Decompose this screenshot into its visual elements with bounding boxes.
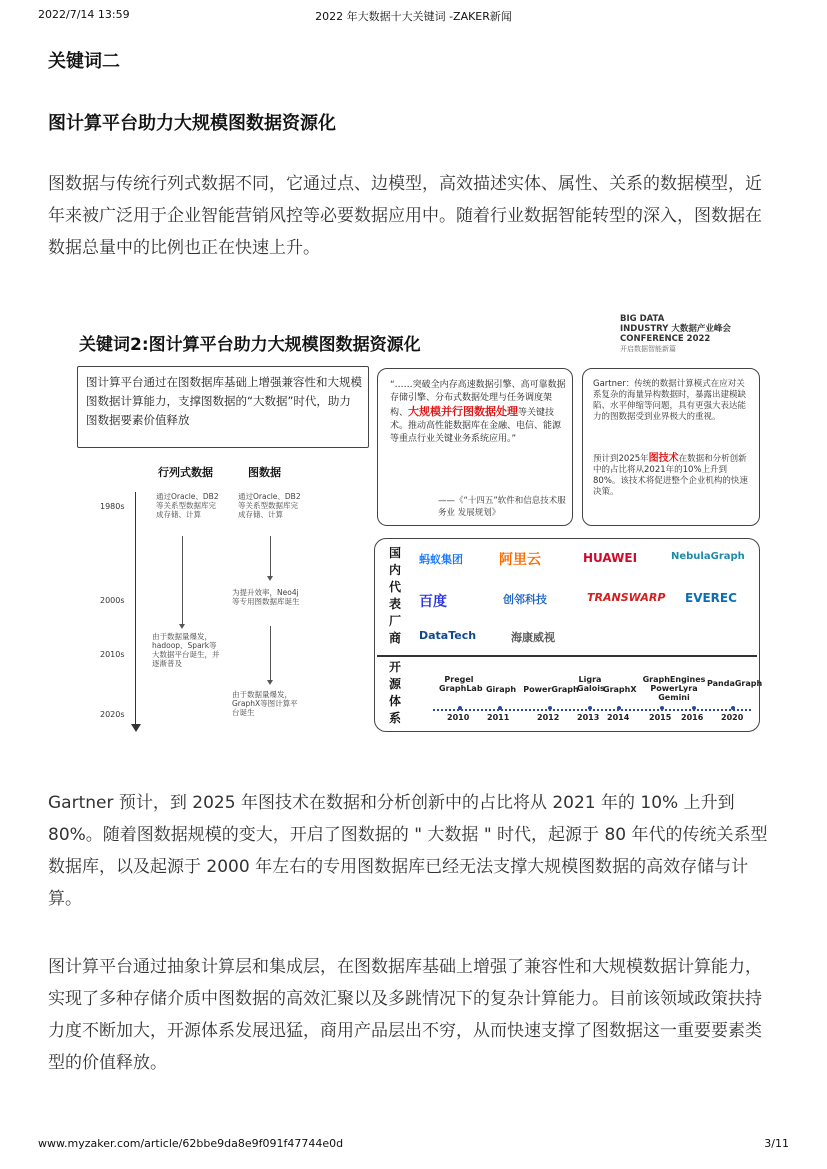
divider <box>377 655 757 657</box>
connector-arrow-icon <box>267 680 273 685</box>
open-source-timeline <box>433 709 751 711</box>
timeline-product: PowerGraph <box>523 685 579 694</box>
timeline-product: Ligra Galois <box>577 675 605 693</box>
timeline-product: Pregel GraphLab <box>439 675 483 693</box>
print-url: www.myzaker.com/article/62bbe9da8e9f091f47744e0d <box>38 1137 344 1150</box>
conference-logo <box>620 314 731 354</box>
logo-line-3: CONFERENCE 2022 <box>620 334 711 344</box>
gartner-highlight: 图技术 <box>648 453 679 464</box>
timeline-year: 2010 <box>447 713 470 722</box>
logo-line-1: BIG DATA <box>620 314 665 324</box>
vendor-logo: 海康威视 <box>511 631 555 644</box>
section-subheading: 图计算平台助力大规模图数据资源化 <box>48 113 336 134</box>
era-label: 2010s <box>100 650 125 659</box>
timeline-product: GraphX <box>603 685 637 694</box>
open-source-label: 开源体系 <box>385 659 405 727</box>
vendors-label: 国内代表厂商 <box>385 545 405 647</box>
gartner-post: 在数据和分析创新中的占比将从2021年的10%上升到80%。该技术将促进整个企业机构的快速决策。 <box>593 454 748 497</box>
vendor-logo: TRANSWARP <box>587 591 666 604</box>
timeline-dot <box>660 706 664 710</box>
era-label: 1980s <box>100 502 125 511</box>
timeline-dot <box>458 706 462 710</box>
timeline-dot <box>731 706 735 710</box>
timeline-dot <box>498 706 502 710</box>
gartner-box <box>582 368 760 526</box>
article-paragraph-1: 图数据与传统行列式数据不同，它通过点、边模型，高效描述实体、属性、关系的数据模型，近年来被广泛用于企业智能营销风控等必要数据应用中。随着行业数据智能转型的深入，图数据在数据总量中的比例也正在快速上升。 <box>48 174 762 258</box>
article-paragraph-3: 图计算平台通过抽象计算层和集成层，在图数据库基础上增强了兼容性和大规模数据计算能力，实现了多种存储介质中图数据的高效汇聚以及多跳情况下的复杂计算能力。目前该领域政策扶持力度不断加大，开源体系发展迅猛，商用产品层出不穷，从而快速支撑了图数据这一重要要素类型的价值释放。 <box>48 957 762 1073</box>
logo-subtitle: 开启数据智能新篇 <box>620 345 676 353</box>
connector-line <box>182 536 183 626</box>
article-paragraph-2: Gartner 预计，到 2025 年图技术在数据和分析创新中的占比将从 2021 年的 10% 上升到 80%。随着图数据规模的变大，开启了图数据的 " 大数据 " 时代，起源于 80 年代的传统关系型数据库，以及起源于 2000 年左右的专用图数据库已经无法支撑大规模图数据的高效存储与计算。 <box>48 793 768 909</box>
connector-line <box>270 626 271 682</box>
policy-source: ——《“十四五”软件和信息技术服务业 发展规划》 <box>438 496 566 518</box>
timeline-year: 2011 <box>487 713 510 722</box>
vendor-logo: NebulaGraph <box>671 551 745 562</box>
timeline-year: 2016 <box>681 713 704 722</box>
note-row-2010s: 由于数据量爆发，hadoop、Spark等大数据平台诞生，并逐渐普及 <box>152 632 220 668</box>
timeline-year: 2013 <box>577 713 600 722</box>
infographic-figure <box>72 306 766 738</box>
column-head-graph-data: 图数据 <box>248 466 281 479</box>
vendor-logo: HUAWEI <box>583 551 638 565</box>
timeline-year: 2012 <box>537 713 560 722</box>
timeline-dot <box>588 706 592 710</box>
keyword-heading: 关键词二 <box>48 51 120 72</box>
figure-title: 关键词2:图计算平台助力大规模图数据资源化 <box>79 335 421 355</box>
page-number: 3/11 <box>764 1137 789 1150</box>
gartner-pre: 预计到2025年 <box>593 454 649 464</box>
timeline-dot <box>548 706 552 710</box>
quote-post: 等关键技术。推动高性能数据库在金融、电信、能源等重点行业关键业务系统应用。” <box>390 408 562 444</box>
era-label: 2020s <box>100 710 125 719</box>
vendor-logo: 蚂蚁集团 <box>419 553 463 566</box>
timeline-dot <box>692 706 696 710</box>
note-graph-2020s: 由于数据量爆发，GraphX等图计算平台诞生 <box>232 690 298 717</box>
quote-highlight: 大规模并行图数据处理 <box>408 405 519 418</box>
vendor-logo: EVEREC <box>685 591 737 605</box>
note-row-1980s: 通过Oracle、DB2等关系型数据库完成存储、计算 <box>156 492 219 519</box>
connector-arrow-icon <box>267 576 273 581</box>
timeline-year: 2020 <box>721 713 744 722</box>
vendor-logo: 阿里云 <box>499 552 541 568</box>
summary-box <box>77 366 369 448</box>
vendor-logo: 百度 <box>419 594 447 610</box>
time-axis <box>135 492 136 730</box>
print-datetime: 2022/7/14 13:59 <box>38 8 130 21</box>
column-head-row-data: 行列式数据 <box>158 466 213 479</box>
vendor-logo: 创邻科技 <box>503 593 547 606</box>
vendors-box <box>374 538 763 732</box>
connector-arrow-icon <box>179 624 185 629</box>
time-axis-arrow-icon <box>131 724 141 732</box>
gartner-text-1: Gartner：传统的数据计算模式在应对关系复杂的海量异构数据时，暴露出建模缺陷、水平伸缩等问题，具有更强大表达能力的图数据受到业界极大的重视。 <box>593 379 747 422</box>
gartner-text-2 <box>593 453 753 498</box>
timeline-dot <box>617 706 621 710</box>
timeline-year: 2015 <box>649 713 672 722</box>
vendor-logo: DataTech <box>419 629 477 642</box>
summary-text: 图计算平台通过在图数据库基础上增强兼容性和大规模图数据计算能力，支撑图数据的“大数据”时代，助力图数据要素价值释放 <box>86 375 362 427</box>
note-graph-2000s: 为提升效率，Neo4j等专用图数据库诞生 <box>232 588 300 606</box>
policy-quote-text <box>390 379 566 446</box>
quote-pre: “……突破全内存高速数据引擎、高可靠数据存储引擎、分布式数据处理与任务调度架构、 <box>390 380 566 418</box>
logo-line-2: INDUSTRY 大数据产业峰会 <box>620 324 731 334</box>
policy-quote-box <box>377 368 573 526</box>
timeline-product: GraphEngines PowerLyra Gemini <box>642 675 706 702</box>
timeline-product: PandaGraph <box>707 679 763 688</box>
timeline-product: Giraph <box>485 685 517 694</box>
timeline-year: 2014 <box>607 713 630 722</box>
era-label: 2000s <box>100 596 125 605</box>
connector-line <box>270 536 271 578</box>
note-graph-1980s: 通过Oracle、DB2等关系型数据库完成存储、计算 <box>238 492 301 519</box>
print-page-title: 2022 年大数据十大关键词 -ZAKER新闻 <box>315 10 512 23</box>
